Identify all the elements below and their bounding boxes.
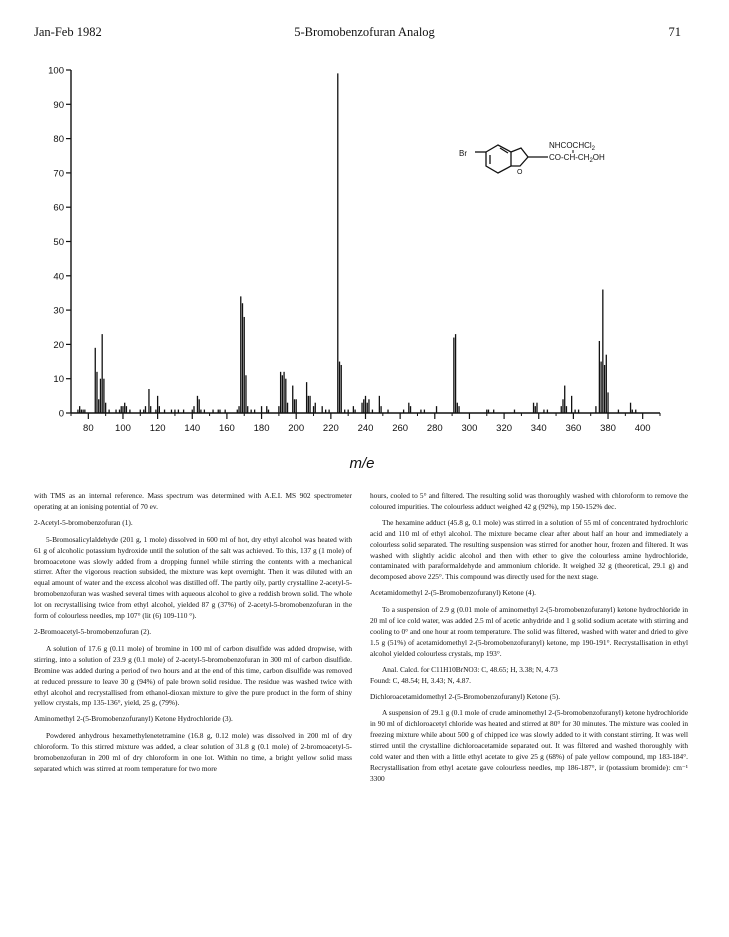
x-tick-label: 240: [357, 423, 374, 434]
structure-furan-o: O: [517, 169, 523, 176]
running-header-date: Jan-Feb 1982: [34, 25, 102, 39]
y-tick-label: 10: [53, 374, 64, 386]
x-tick-label: 140: [184, 423, 201, 434]
y-tick-label: 20: [53, 339, 64, 351]
compound-3-heading: Aminomethyl 2-(5-Bromobenzofuranyl) Ketone Hydrochloride (3).: [34, 714, 233, 724]
compound-4-procedure: To a suspension of 2.9 g (0.01 mole of aminomethyl 2-(5-bromobenzofuranyl) ketone hydrochloride in 20 ml of ice cold water, was added 2.5 ml of acetic anhydride and 1 g solid sodium acetate with stirring and cooling to 0° and one hour at room temperature. The solid was filtered, washed with water and dried to give 1.5 g (51%) of acetamidomethyl 2-(5-bromobenzofuranyl) ketone, mp 190-191°. Recrystallisation in ethyl alcohol yielded colourless crystals, mp 193°.: [370, 605, 688, 658]
x-tick-label: 160: [218, 423, 235, 434]
chart-axes: [71, 70, 660, 413]
compound-1-heading: 2-Acetyl-5-bromobenzofuran (1).: [34, 517, 133, 527]
x-tick-label: 360: [565, 423, 582, 434]
compound-3-continued: hours, cooled to 5° and filtered. The resulting solid was thoroughly washed with chloroform to remove the coloured impurities. The colourless adduct weighed 42 g (92%), mp 150-152% dec.: [370, 491, 688, 511]
structure-side-chain: $CO-CH-CH_2OH$: [549, 153, 605, 164]
x-tick-label: 260: [392, 423, 409, 434]
x-tick-label: 300: [461, 423, 478, 434]
x-tick-label: 280: [426, 423, 443, 434]
right-text-column: [370, 491, 688, 790]
x-tick-label: 80: [83, 423, 94, 434]
compound-1-procedure: 5-Bromosalicylaldehyde (201 g, 1 mole) dissolved in 600 ml of hot, dry ethyl alcohol was heated with 61 g of alcoholic potassium hydroxide until the solution of the salt was achieved. To this, 137 g (1 mole) of bromoacetone was slowly added from a dropping funnel while stirring the contents with a mechanical stirrer. After the vigorous reaction subsided, the mixture was kept overnight. Then it was diluted with an equal amount of water and the excess alcohol was distilled off. The partly oily, partly crystalline 2-acetyl-5-bromobenzofuran was washed several times with aqueous alcohol to give a reddish brown solid. The whole lot on recrystallising twice from ethyl alcohol, yielded 87 g (37%) of 2-acetyl-5-bromobenzofuran in the form of colourless needles, mp 107° (lit (6) 109-110 °).: [34, 534, 352, 621]
x-tick-label: 220: [322, 423, 339, 434]
compound-5-procedure: A suspension of 29.1 g (0.1 mole of crude aminomethyl 2-(5-bromobenzofuranyl) ketone hydrochloride in 90 ml of dichloroacetyl chloride was heated and stirred at 80° for 30 minutes. The mixture was cooled in freezing mixture while about 500 g of chipped ice was slowly added to it with constant stirring. It was well stirred until the crystalline dichloroacetamide separated out. It was filtered and washed thoroughly with cold water and then with a little ethyl acetate to give 25 g (68%) of pale yellow compound, mp 183-184°. Recrystallisation from ethyl acetate gave colourless needles, mp 186-187°, ir (potassium bromide): cm⁻¹ 3300: [370, 708, 688, 783]
x-tick-label: 400: [634, 423, 651, 434]
y-ticks: [48, 66, 71, 420]
x-tick-label: 180: [253, 423, 270, 434]
x-tick-label: 340: [530, 423, 547, 434]
x-ticks: [71, 413, 660, 434]
y-tick-label: 0: [58, 408, 64, 420]
y-tick-label: 60: [53, 202, 64, 214]
structure-br: Br: [459, 149, 467, 158]
analysis-calculated: Anal. Calcd. for C11H10BrNO3: C, 48.65; H, 3.38; N, 4.73: [382, 664, 558, 674]
furan-ring: [511, 148, 528, 166]
x-tick-label: 100: [115, 423, 131, 434]
compound-5-heading: Dichloroacetamidomethyl 2-(5-Bromobenzofuranyl) Ketone (5).: [370, 691, 561, 701]
y-tick-label: 30: [53, 305, 64, 317]
analysis-found: Found: C, 48.54; H, 3.43; N, 4.87.: [370, 675, 471, 685]
spectrum-peaks: [78, 73, 636, 413]
y-tick-label: 100: [48, 65, 64, 77]
y-tick-label: 70: [53, 168, 64, 180]
running-header-title: 5-Bromobenzofuran Analog: [294, 25, 435, 39]
left-text-column: [34, 491, 352, 780]
hexamine-adduct-paragraph: The hexamine adduct (45.8 g, 0.1 mole) was stirred in a solution of 55 ml of concentrated hydrochloric acid and 110 ml of ethyl alcohol. The mixture became clear after about half an hour and immediately a colourless solid separated. The resulting suspension was stirred for another hour, frozen and filtered. It was washed with slightly acidic alcohol and then with ether to give the colourless amine hydrochloride, contaminated with paraformaldehyde and ammonium chloride. It weighed 32 g (theoretical, 29.1 g) and decomposed above 225°. This compound was directly used for the next stage.: [370, 517, 688, 582]
structure-drawing: [475, 145, 548, 173]
y-tick-label: 80: [53, 134, 64, 146]
structure-amide-group: NHCOCHCl$_2$: [549, 141, 596, 152]
compound-4-heading: Acetamidomethyl 2-(5-Bromobenzofuranyl) Ketone (4).: [370, 588, 536, 598]
x-axis-title: m/e: [349, 455, 375, 472]
x-tick-label: 200: [288, 423, 305, 434]
compound-2-heading: 2-Bromoacetyl-5-bromobenzofuran (2).: [34, 626, 152, 636]
x-tick-label: 320: [496, 423, 513, 434]
compound-2-procedure: A solution of 17.6 g (0.11 mole) of bromine in 100 ml of carbon disulfide was added dropwise, with stirring, into a solution of 23.9 g (0.1 mole) of 2-acetyl-5-bromobenzofuran in 300 ml of carbon disulfide. Bromine was added during a period of two hours and at the end of this time, carbon disulfide was removed at reduced pressure to leave 30 g (94%) of pale brown solid residue. The residue was washed twice with ethyl alcohol and recrystallised from ethanol-dioxan mixture to give the pure product in the form of shiny yellow crystals, mp 135-136°, yield, 25 g, (79%).: [34, 643, 352, 708]
y-tick-label: 40: [53, 271, 64, 283]
intro-paragraph: with TMS as an internal reference. Mass spectrum was determined with A.E.I. MS 902 spectrometer operating at an ionising potential of 70 ev.: [34, 491, 352, 511]
x-tick-label: 120: [149, 423, 166, 434]
page-number: 71: [668, 25, 681, 39]
y-tick-label: 90: [53, 99, 64, 111]
y-tick-label: 50: [53, 237, 64, 248]
x-tick-label: 380: [600, 423, 616, 434]
compound-3-procedure: Powdered anhydrous hexamethylenetetramine (16.8 g, 0.12 mole) was dissolved in 200 ml of dry chloroform. To this stirred mixture was added, a clear solution of 31.8 g (0.1 mole) of 2-bromoacetyl-5-bromobenzofuran in 200 ml of dry chloroform in one lot. Within no time, a bright yellow solid mass separated which was stirred at room temperature for two more: [34, 731, 352, 773]
